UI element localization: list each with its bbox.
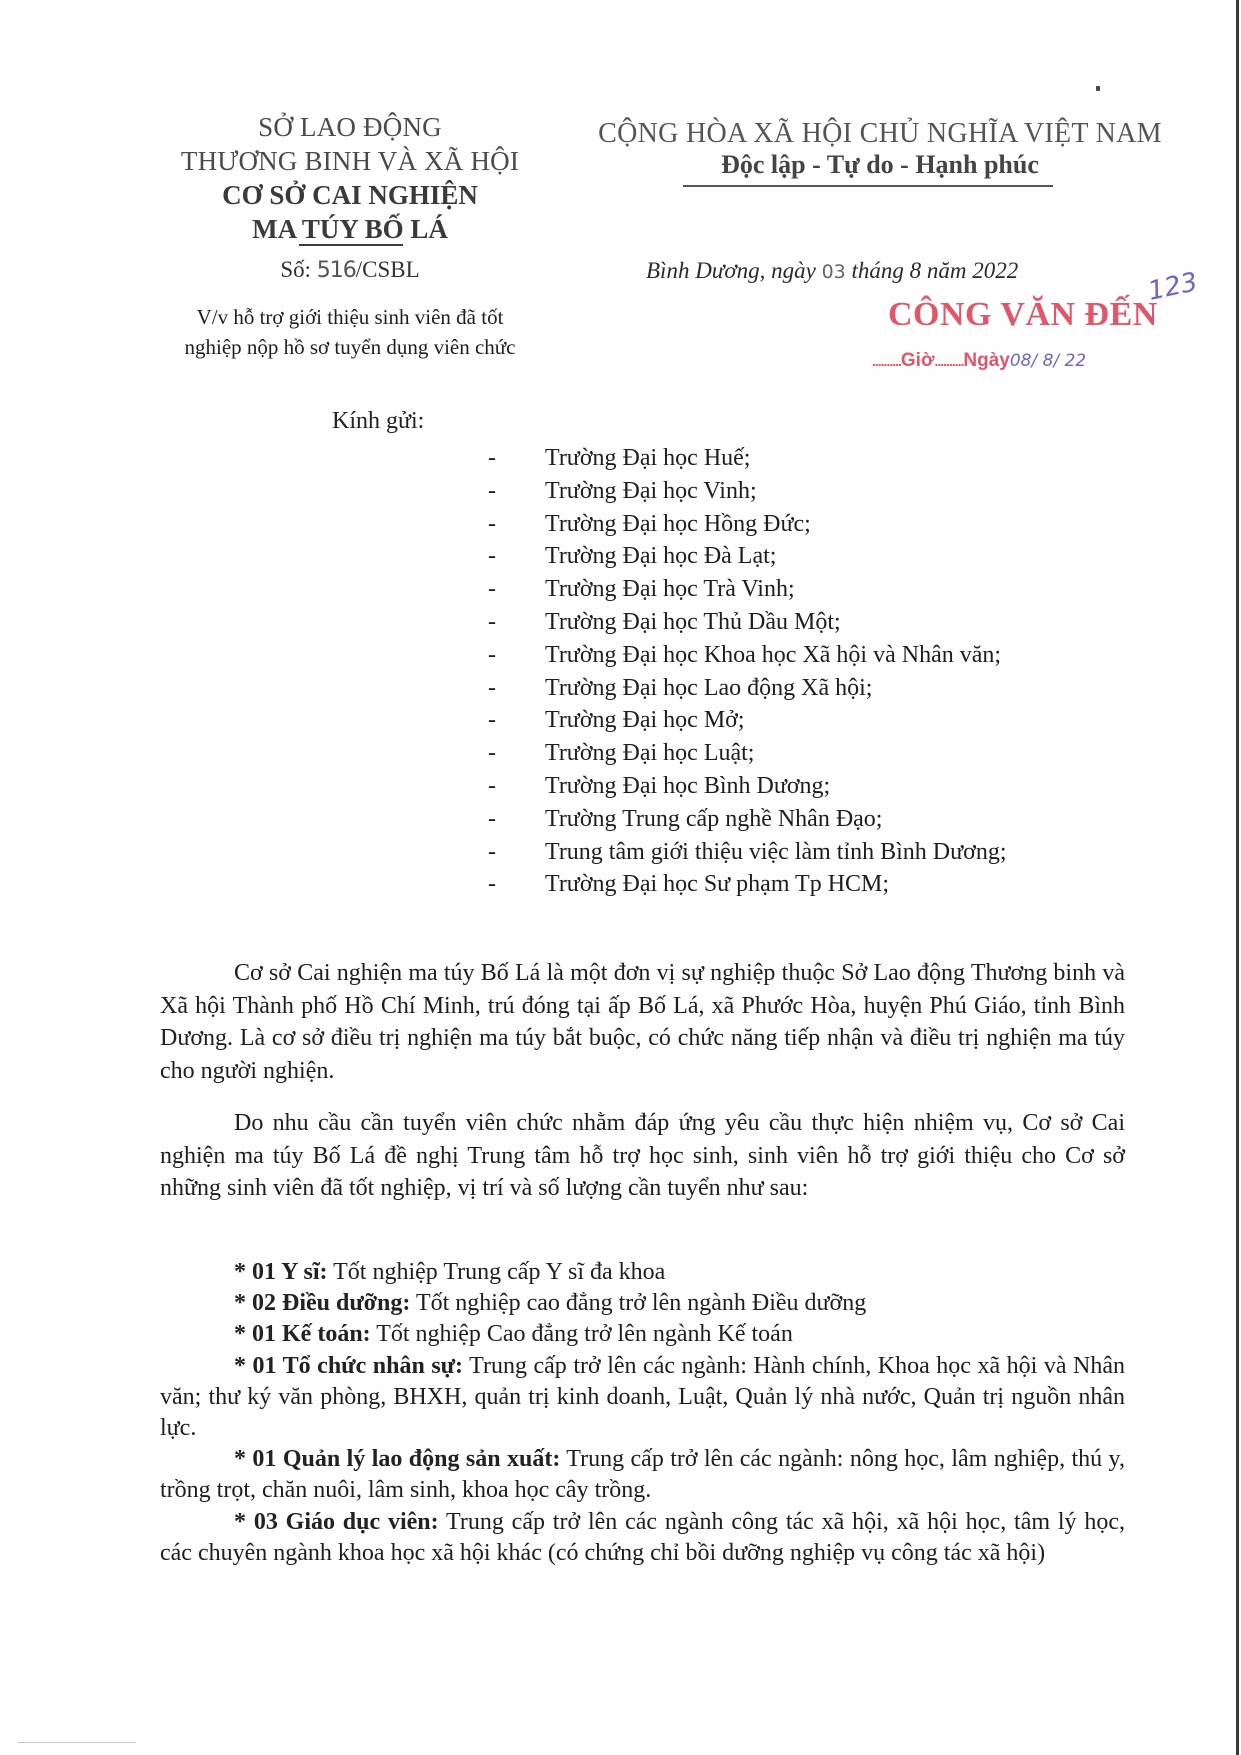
scan-edge-line [1236, 0, 1239, 1755]
paragraph-text: Cơ sở Cai nghiện ma túy Bố Lá là một đơn vị sự nghiệp thuộc Sở Lao động Thương binh và Xã hội Thành phố Hồ Chí Minh, trú đóng tại ấp Bố Lá, xã Phước Hòa, huyện Phú Giáo, tỉnh Bình Dương. Là cơ sở điều trị nghiện ma túy bắt buộc, có chức năng tiếp nhận và điều trị nghiện ma túy cho người nghiện. [160, 960, 1125, 1084]
bullet-dash: - [488, 608, 496, 635]
position-label: * 01 Kế toán: [234, 1321, 371, 1348]
position-item [160, 1507, 1125, 1569]
dateline-day-handwritten: 03 [821, 261, 846, 283]
body-paragraph-intro [160, 957, 1125, 1087]
bullet-dash: - [488, 740, 496, 767]
position-label: * 02 Điều dưỡng: [234, 1290, 411, 1317]
position-requirement: Tốt nghiệp cao đẳng trở lên ngành Điều dưỡng [410, 1290, 867, 1317]
stamp-date-handwritten: 08/ 8/ 22 [1009, 351, 1087, 371]
subject-line [130, 302, 570, 362]
position-item [160, 1319, 1125, 1350]
scan-speck [1096, 86, 1100, 91]
place-and-date [646, 258, 1018, 284]
position-requirement: Tốt nghiệp Trung cấp Y sĩ đa khoa [327, 1259, 666, 1285]
bullet-dash: - [488, 674, 496, 701]
received-stamp-title: CÔNG VĂN ĐẾN [888, 296, 1158, 333]
issuing-agency [150, 110, 550, 246]
agency-line-1: SỞ LAO ĐỘNG [258, 112, 442, 142]
dateline-rest: tháng 8 năm 2022 [845, 258, 1019, 283]
recipient-name: Trường Đại học Luật; [545, 740, 755, 767]
recipient-name: Trường Đại học Đà Lạt; [545, 543, 777, 570]
recipient-name: Trường Đại học Hồng Đức; [545, 510, 811, 537]
agency-line-3: CƠ SỞ CAI NGHIỆN [222, 180, 478, 210]
national-title: CỘNG HÒA XÃ HỘI CHỦ NGHĨA VIỆT NAM [598, 118, 1162, 149]
recipient-name: Trường Đại học Mở; [545, 707, 745, 734]
position-requirement: Trung cấp trở lên các ngành: Hành chính, Khoa học xã hội và Nhân văn; thư ký văn phòng, BHXH, quản trị kinh doanh, Luật, Quản lý nhà nước, Quản trị nguồn nhân lực. [160, 1352, 1126, 1442]
doc-number-prefix: Số: [280, 257, 317, 282]
position-requirement: Tốt nghiệp Cao đẳng trở lên ngành Kế toán [370, 1321, 793, 1348]
bullet-dash: - [488, 445, 496, 471]
recipient-name: Trường Đại học Bình Dương; [545, 772, 831, 799]
bullet-dash: - [488, 838, 496, 865]
bullet-dash: - [488, 576, 496, 603]
recipient-name: Trường Đại học Sư phạm Tp HCM; [545, 871, 890, 898]
doc-number-handwritten: 516 [316, 258, 356, 283]
stamp-dots: .......... [872, 353, 901, 369]
bullet-dash: - [488, 510, 496, 537]
position-requirement: Trung cấp trở lên các ngành: nông học, lâm nghiệp, thú y, trồng trọt, chăn nuôi, lâm sinh, khoa học cây trồng. [160, 1446, 1126, 1504]
bullet-dash: - [488, 543, 496, 570]
bullet-dash: - [488, 772, 496, 799]
bullet-dash: - [488, 477, 496, 504]
recipient-name: Trường Đại học Vinh; [545, 477, 757, 504]
recipient-name: Trường Trung cấp nghề Nhân Đạo; [545, 805, 883, 832]
national-motto: Độc lập - Tự do - Hạnh phúc [721, 150, 1039, 179]
subject-line-2: nghiệp nộp hồ sơ tuyển dụng viên chức [184, 335, 516, 359]
positions-list [160, 1257, 1125, 1569]
recipient-name: Trường Đại học Trà Vinh; [545, 576, 795, 603]
position-requirement: Trung cấp trở lên các ngành công tác xã hội, xã hội học, tâm lý học, các chuyên ngành khoa học xã hội khác (có chứng chỉ bồi dưỡng nghiệp vụ công tác xã hội) [160, 1508, 1126, 1566]
position-item [160, 1257, 1125, 1288]
incoming-number-handwritten: 123 [1145, 267, 1201, 307]
stamp-hour-label: Giờ [900, 350, 935, 371]
body-paragraph-request [160, 1107, 1125, 1205]
position-label: * 03 Giáo dục viên: [234, 1508, 439, 1535]
recipient-name: Trường Đại học Thủ Dầu Một; [545, 608, 841, 635]
received-stamp-datetime [872, 350, 1086, 372]
agency-underline [299, 244, 403, 246]
agency-line-4: MA TÚY BỐ LÁ [252, 214, 448, 244]
bullet-dash: - [488, 707, 496, 734]
recipient-name: Trường Đại học Huế; [545, 445, 751, 471]
position-label: * 01 Quản lý lao động sản xuất: [234, 1446, 561, 1473]
recipient-name: Trường Đại học Khoa học Xã hội và Nhân văn; [545, 641, 1002, 668]
bullet-dash: - [488, 871, 496, 898]
position-label: * 01 Tổ chức nhân sự: [234, 1352, 464, 1379]
greeting: Kính gửi: [332, 408, 425, 434]
stamp-date-label: Ngày [963, 350, 1010, 371]
recipient-name: Trung tâm giới thiệu việc làm tỉnh Bình Dương; [545, 838, 1007, 865]
recipient-name: Trường Đại học Lao động Xã hội; [545, 674, 873, 701]
scan-artifact-line [18, 1742, 136, 1743]
bullet-dash: - [488, 641, 496, 668]
agency-line-2: THƯƠNG BINH VÀ XÃ HỘI [180, 146, 520, 176]
dateline-prefix: Bình Dương, ngày [646, 258, 822, 283]
subject-line-1: V/v hỗ trợ giới thiệu sinh viên đã tốt [196, 305, 504, 329]
doc-number-suffix: /CSBL [355, 257, 420, 282]
paragraph-text: Do nhu cầu cần tuyển viên chức nhằm đáp ứng yêu cầu thực hiện nhiệm vụ, Cơ sở Cai nghiện ma túy Bố Lá đề nghị Trung tâm hỗ trợ học sinh, sinh viên hỗ trợ giới thiệu cho Cơ sở những sinh viên đã tốt nghiệp, vị trí và số lượng cần tuyển như sau: [160, 1110, 1125, 1201]
position-item [160, 1288, 1125, 1319]
document-number [150, 257, 550, 283]
position-item [160, 1351, 1125, 1445]
motto-underline [683, 185, 1053, 187]
position-item [160, 1444, 1125, 1506]
position-label: * 01 Y sĩ: [234, 1259, 328, 1285]
bullet-dash: - [488, 805, 496, 832]
stamp-dots: .......... [934, 353, 964, 369]
